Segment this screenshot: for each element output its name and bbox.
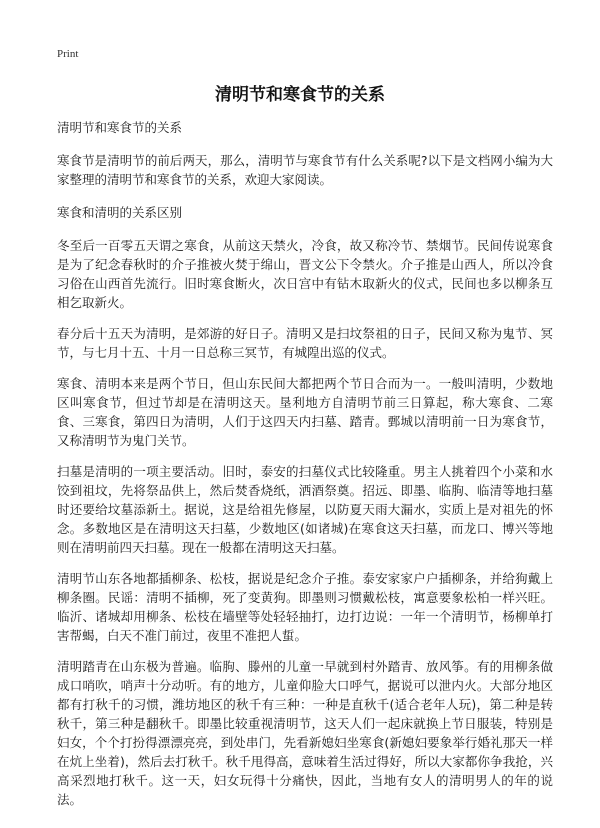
print-label: Print [57,48,79,60]
document-title: 清明节和寒食节的关系 [215,85,385,105]
paragraph-qingming-date: 春分后十五天为清明，是郊游的好日子。清明又是扫坟祭祖的日子，民间又称为鬼节、冥节，与七月十五、十月一日总称三冥节，有城隍出巡的仪式。 [57,326,553,360]
document-body [57,118,553,821]
paragraph-willow-branches: 清明节山东各地都插柳条、松枝，据说是纪念介子推。泰安家家户户插柳条，并给狗戴上柳条圈。民谣：清明不插柳，死了变黄狗。即墨则习惯戴松枝，寓意要象松柏一样兴旺。临沂、诸城却用柳条、松枝在墙壁等处轻轻抽打，边打边说：一年一个清明节，杨柳单打害帮蝎，白天不准门前过，夜里不准把人蜇。 [57,571,553,643]
paragraph-spring-outing: 清明踏青在山东极为普遍。临朐、滕州的儿童一早就到村外踏青、放风筝。有的用柳条做成口哨吹，哨声十分动听。有的地方，儿童仰脸大口呼气，据说可以泄内火。大部分地区都有打秋千的习惯，潍坊地区的秋千有三种：一种是直秋千(适合老年人玩)，第二种是转秋千，第三种是翻秋千。即墨比较重视清明节，这天人们一起床就换上节日服装，特别是妇女，个个打扮得漂漂亮亮，到处串门，先看新媳妇坐寒食(新媳妇要象举行婚礼那天一样在炕上坐着)，然后去打秋千。秋千甩得高，意味着生活过得好，所以大家都你争我抢，兴高采烈地打秋千。这一天，妇女玩得十分痛快，因此，当地有女人的清明男人的年的说法。 [57,659,553,807]
paragraph-cold-food-origin: 冬至后一百零五天谓之寒食，从前这天禁火，冷食，故又称冷节、禁烟节。民间传说寒食是为了纪念春秋时的介子推被火焚于绵山，晋文公下令禁火。介子推是山西人，所以冷食习俗在山西首先流行。旧时寒食断火，次日宫中有钻木取新火的仪式，民间也多以柳条互相乞取新火。 [57,238,553,310]
document-subtitle: 清明节和寒食节的关系 [57,120,183,135]
intro-paragraph: 寒食节是清明节的前后两天，那么，清明节与寒食节有什么关系呢?以下是文档网小编为大家整理的清明节和寒食节的关系，欢迎大家阅读。 [57,153,553,187]
paragraph-shandong-customs: 寒食、清明本来是两个节日，但山东民间大都把两个节日合而为一。一般叫清明，少数地区叫寒食节，但过节却是在清明这天。垦利地方自清明节前三日算起，称大寒食、二寒食、三寒食，第四日为清明，人们于这四天内扫墓、踏青。鄄城以清明前一日为寒食节，又称清明节为鬼门关节。 [57,376,553,448]
paragraph-tomb-sweeping: 扫墓是清明的一项主要活动。旧时，泰安的扫墓仪式比较隆重。男主人挑着四个小菜和水饺到祖坟，先将祭品供上，然后焚香烧纸，洒酒祭奠。招远、即墨、临朐、临清等地扫墓时还要给坟墓添新土。据说，这是给祖先修屋，以防夏天雨大漏水，实质上是对祖先的怀念。多数地区是在清明这天扫墓，少数地区(如诸城)在寒食这天扫墓，而龙口、博兴等地则在清明前四天扫墓。现在一般都在清明这天扫墓。 [57,464,553,555]
section-heading: 寒食和清明的关系区别 [57,205,183,220]
